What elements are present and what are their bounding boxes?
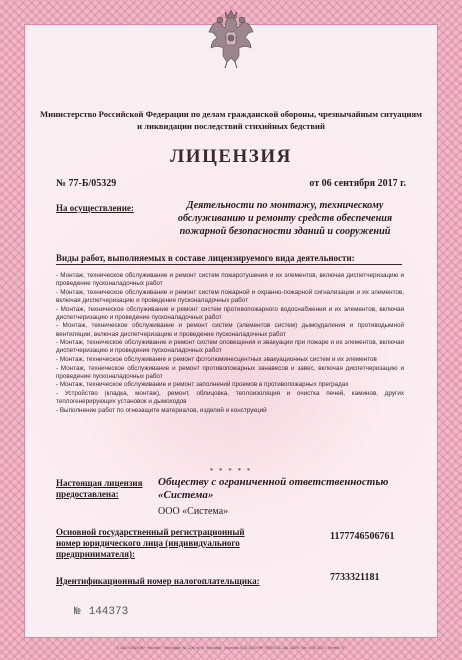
list-item: - Монтаж, техническое обслуживание и ремонт систем пожаротушения и их элементов, включая диспетчеризацию и проведение пусконаладочных работ — [56, 272, 404, 288]
inn-value: 7733321181 — [330, 572, 380, 583]
form-serial-number — [74, 606, 128, 618]
list-item: - Монтаж, техническое обслуживание и ремонт заполнений проемов в противопожарных преградах — [56, 381, 349, 389]
ministry-name: Министерство Российской Федерации по делам гражданской обороны, чрезвычайным ситуациям и ликвидации последствий стихийных бедствий — [40, 109, 423, 131]
works-heading: Виды работ, выполняемых в составе лицензируемого вида деятельности: — [56, 253, 355, 263]
issued-company-short: ООО «Система» — [158, 506, 229, 517]
ogrn-value: 1177746506761 — [330, 531, 395, 542]
works-list — [56, 272, 404, 415]
list-item: - Устройство (кладка, монтаж), ремонт, облицовка, теплоизоляция и очистка печей, каминов, других теплогенерирующих установок и дымоходов — [56, 389, 404, 406]
list-item: - Монтаж, техническое обслуживание и ремонт систем оповещения и эвакуации при пожаре и их элементов, включая диспетчеризацию и проведение пусконаладочных работ — [56, 339, 404, 355]
printer-footer: © ЗАО «ОПЦИОН» «Госзнак» "Типография" № 12 по пр. М. Лесозавод". Лицензия 20-02-2016 ИНН 7806007741 Зак. 18/499. Тир. 4 000 2016 г. Уровень "Б" — [116, 646, 346, 650]
license-date: от 06 сентября 2017 г. — [309, 178, 406, 189]
list-item: - Монтаж, техническое обслуживание и ремонт систем (элементов систем) дымоудаления и противодымной вентиляции, включая диспетчеризацию и проведение пусконаладочных работ — [56, 322, 404, 338]
list-item: - Монтаж, техническое обслуживание и ремонт систем противопожарного водоснабжения и их элементов, включая диспетчеризацию и проведение пусконаладочных работ — [56, 305, 404, 321]
implementation-value: Деятельности по монтажу, техническому обслуживанию и ремонту средств обеспечения пожарной безопасности зданий и сооружений — [177, 200, 393, 237]
list-item: - Монтаж, техническое обслуживание и ремонт фотолюминесцентных эвакуационных систем и их элементов — [56, 355, 377, 363]
double-headed-eagle-emblem-icon — [205, 6, 257, 72]
works-heading-divider — [56, 264, 402, 265]
serial-prefix: № — [74, 606, 81, 618]
inn-label: Идентификационный номер налогоплательщика: — [56, 576, 260, 586]
list-item: - Монтаж, техническое обслуживание и ремонт систем пожарной и охранно-пожарной сигнализации и их элементов, включая диспетчеризацию и проведение пусконаладочных работ — [56, 288, 404, 304]
ogrn-label: Основной государственный регистрационный номер юридического лица (индивидуального предпринимателя): — [56, 527, 245, 559]
license-number: № 77-Б/05329 — [56, 178, 117, 189]
separator-stars: * * * * * — [209, 467, 253, 475]
serial-number: 144373 — [88, 606, 129, 618]
document-title: ЛИЦЕНЗИЯ — [170, 146, 292, 167]
list-item: - Выполнение работ по огнезащите материалов, изделий и конструкций — [56, 406, 267, 414]
list-item: - Монтаж, техническое обслуживание и ремонт противопожарных занавесов и завес, включая диспетчеризацию и проведение пусконаладочных работ — [56, 364, 404, 380]
issued-label: Настоящая лицензия предоставлена: — [56, 478, 143, 499]
issued-company-full: Обществу с ограниченной ответственностью «Система» — [158, 476, 389, 501]
implementation-label: На осуществление: — [56, 203, 134, 213]
